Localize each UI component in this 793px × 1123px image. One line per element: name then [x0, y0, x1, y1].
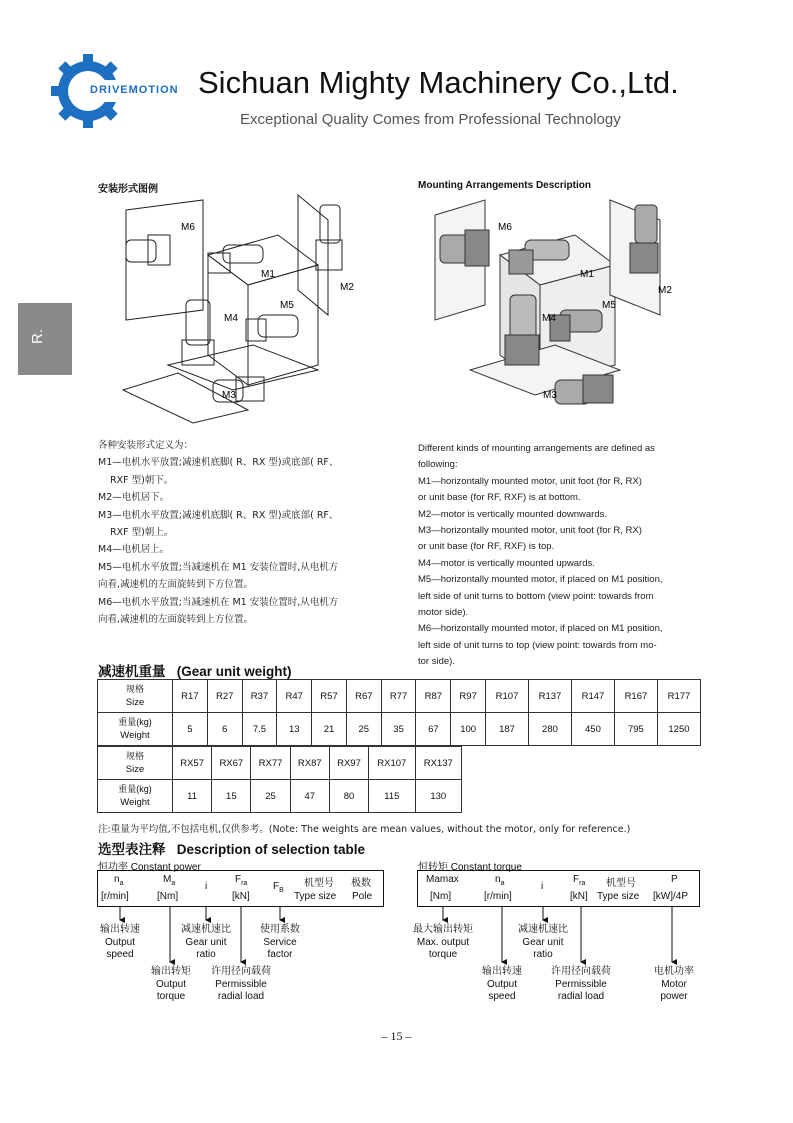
definition-line: M5—horizontally mounted motor, if placed on M1 position,: [418, 574, 663, 586]
size-cell: R27: [207, 680, 242, 713]
size-cell: R17: [173, 680, 208, 713]
cp-label-torque: 输出转矩 Output torque: [151, 966, 191, 1002]
cp-fra: $F_{ra}$: [235, 874, 248, 887]
weight-cell: 7.5: [242, 713, 277, 746]
weight-cell: 35: [381, 713, 416, 746]
cp-label-service-factor: 使用系数 Service factor: [260, 924, 300, 960]
weight-cell: 100: [451, 713, 486, 746]
label-m6: M6: [181, 222, 195, 233]
label-m1: M1: [261, 269, 275, 280]
weight-cell: 795: [614, 713, 657, 746]
side-tab-label: R.: [29, 329, 46, 344]
weight-cell: 21: [312, 713, 347, 746]
cp-ma-unit: [Nm]: [157, 891, 179, 902]
cp-i: i: [205, 881, 208, 892]
size-cell: RX87: [290, 747, 329, 780]
definition-line: M6—电机水平放置;当减速机在 M1 安装位置时,从电机方: [98, 596, 339, 608]
weight-header: 重量(kg) Weight: [98, 780, 173, 813]
size-cell: R47: [277, 680, 312, 713]
ct-i: i: [541, 881, 544, 892]
definition-line: RXF 型)朝下。: [110, 474, 174, 486]
selection-title-cn: 选型表注释: [98, 842, 166, 857]
label-m4: M4: [542, 313, 556, 324]
cp-fb: $F_B$: [273, 881, 284, 894]
ct-na-unit: [r/min]: [484, 891, 512, 902]
label-m5: M5: [602, 300, 616, 311]
size-cell: R77: [381, 680, 416, 713]
ct-label-power: 电机功率 Motor power: [654, 966, 694, 1002]
label-m2: M2: [340, 282, 354, 293]
weight-cell: 25: [346, 713, 381, 746]
ct-fra-unit: [kN]: [570, 891, 588, 902]
weight-cell: 80: [329, 780, 368, 813]
definition-line: M2—motor is vertically mounted downwards.: [418, 508, 608, 520]
label-m3: M3: [543, 390, 557, 401]
definition-line: M4—电机居上。: [98, 544, 170, 556]
cp-pole-en: Pole: [352, 891, 373, 902]
label-m1: M1: [580, 269, 594, 280]
definition-line: M2—电机居下。: [98, 492, 170, 504]
page-number: – 15 –: [381, 1029, 412, 1043]
size-cell: R147: [571, 680, 614, 713]
definition-line: or unit base (for RF, RXF) is at bottom.: [418, 492, 581, 504]
weight-title-cn: 减速机重量: [98, 664, 166, 679]
definition-line: left side of unit turns to top (view point: towards from mo-: [418, 639, 657, 651]
definition-line: motor side).: [418, 607, 469, 619]
ct-na: $n_a$: [495, 874, 505, 887]
weight-title-en: (Gear unit weight): [176, 664, 292, 679]
weight-cell: 13: [277, 713, 312, 746]
size-cell: R107: [486, 680, 529, 713]
definition-line: tor side).: [418, 656, 455, 668]
cp-type-cn: 机型号: [304, 878, 334, 889]
cp-ma: $M_a$: [163, 874, 176, 887]
size-cell: R97: [451, 680, 486, 713]
definition-line: M1—horizontally mounted motor, unit foot (for R, RX): [418, 475, 642, 487]
weight-cell: 11: [173, 780, 212, 813]
definition-line: 向看,减速机的左面旋转到上方位置。: [98, 614, 254, 626]
label-m2: M2: [658, 285, 672, 296]
definition-line: 各种安装形式定义为：: [98, 440, 194, 451]
size-cell: RX137: [415, 747, 461, 780]
mounting-title-en: Mounting Arrangements Description: [418, 180, 591, 191]
definition-line: M3—电机水平放置;减速机底脚( R、RX 型)或底部( RF、: [98, 509, 339, 521]
size-cell: R137: [529, 680, 572, 713]
weight-header: 重量(kg) Weight: [98, 713, 173, 746]
definition-line: RXF 型)朝上。: [110, 527, 174, 539]
size-cell: R167: [614, 680, 657, 713]
ct-label-max-torque: 最大输出转矩 Max. output torque: [413, 924, 473, 960]
selection-title-en: Description of selection table: [176, 842, 366, 857]
weight-cell: 450: [571, 713, 614, 746]
cp-pole-cn: 极数: [351, 878, 371, 889]
size-cell: R37: [242, 680, 277, 713]
size-cell: RX97: [329, 747, 368, 780]
size-cell: RX107: [369, 747, 415, 780]
company-tagline: Exceptional Quality Comes from Professional Technology: [240, 111, 621, 128]
size-cell: RX67: [212, 747, 251, 780]
weight-cell: 6: [207, 713, 242, 746]
definition-line: M3—horizontally mounted motor, unit foot (for R, RX): [418, 525, 642, 537]
weight-cell: 115: [369, 780, 415, 813]
weight-cell: 47: [290, 780, 329, 813]
ct-p: P: [671, 874, 678, 885]
ct-type-cn: 机型号: [606, 878, 636, 889]
weight-cell: 25: [251, 780, 290, 813]
size-cell: R57: [312, 680, 347, 713]
size-header: 规格 Size: [98, 680, 173, 713]
size-header: 规格 Size: [98, 747, 173, 780]
weight-note: 注:重量为平均值,不包括电机,仅供参考。(Note: The weights are mean values, without the motor, only for reference.): [98, 824, 631, 835]
definition-line: left side of unit turns to bottom (view point: towards from: [418, 590, 654, 602]
mounting-title-cn: 安装形式图例: [98, 184, 158, 195]
ct-p-unit: [kW]/4P: [653, 891, 689, 902]
size-cell: RX77: [251, 747, 290, 780]
label-m3: M3: [222, 390, 236, 401]
weight-cell: 187: [486, 713, 529, 746]
cp-label-speed: 输出转速 Output speed: [100, 924, 140, 960]
logo-text: DRIVEMOTION: [90, 84, 179, 96]
cp-label-ratio: 减速机速比 Gear unit ratio: [181, 924, 231, 960]
weight-cell: 130: [415, 780, 461, 813]
size-cell: RX57: [173, 747, 212, 780]
weight-cell: 5: [173, 713, 208, 746]
ct-label-ratio: 减速机速比 Gear unit ratio: [518, 924, 568, 960]
label-m4: M4: [224, 313, 238, 324]
weight-cell: 15: [212, 780, 251, 813]
company-name: Sichuan Mighty Machinery Co.,Ltd.: [198, 65, 679, 100]
definition-line: Different kinds of mounting arrangements are defined as: [418, 443, 655, 454]
ct-mamax-unit: [Nm]: [430, 891, 452, 902]
definition-line: M4—motor is vertically mounted upwards.: [418, 557, 595, 569]
ct-label-speed: 输出转速 Output speed: [482, 966, 522, 1002]
definition-line: M1—电机水平放置;减速机底脚( R、RX 型)或底部( RF、: [98, 457, 339, 469]
cp-na-unit: [r/min]: [101, 891, 129, 902]
label-m5: M5: [280, 300, 294, 311]
size-cell: R177: [657, 680, 700, 713]
cp-label-radial: 许用径向载荷 Permissible radial load: [211, 966, 271, 1002]
weight-cell: 67: [416, 713, 451, 746]
cp-na: $n_a$: [114, 874, 124, 887]
constant-torque-title: 恒转矩 Constant torque: [418, 862, 522, 873]
cp-type-en: Type size: [294, 891, 337, 902]
ct-fra: $F_{ra}$: [573, 874, 586, 887]
definition-line: or unit base (for RF, RXF) is top.: [418, 541, 555, 553]
size-cell: R87: [416, 680, 451, 713]
weight-cell: 1250: [657, 713, 700, 746]
cp-fra-unit: [kN]: [232, 891, 250, 902]
size-cell: R67: [346, 680, 381, 713]
definition-line: following:: [418, 459, 458, 471]
definition-line: M5—电机水平放置;当减速机在 M1 安装位置时,从电机方: [98, 561, 339, 573]
label-m6: M6: [498, 222, 512, 233]
ct-mamax: Mamax: [426, 874, 459, 885]
definition-line: M6—horizontally mounted motor, if placed on M1 position,: [418, 623, 663, 635]
constant-power-title: 恒功率 Constant power: [98, 862, 201, 873]
definition-line: 向看,减速机的左面旋转到下方位置。: [98, 579, 254, 591]
ct-label-radial: 许用径向载荷 Permissible radial load: [551, 966, 611, 1002]
weight-cell: 280: [529, 713, 572, 746]
ct-type-en: Type size: [597, 891, 640, 902]
